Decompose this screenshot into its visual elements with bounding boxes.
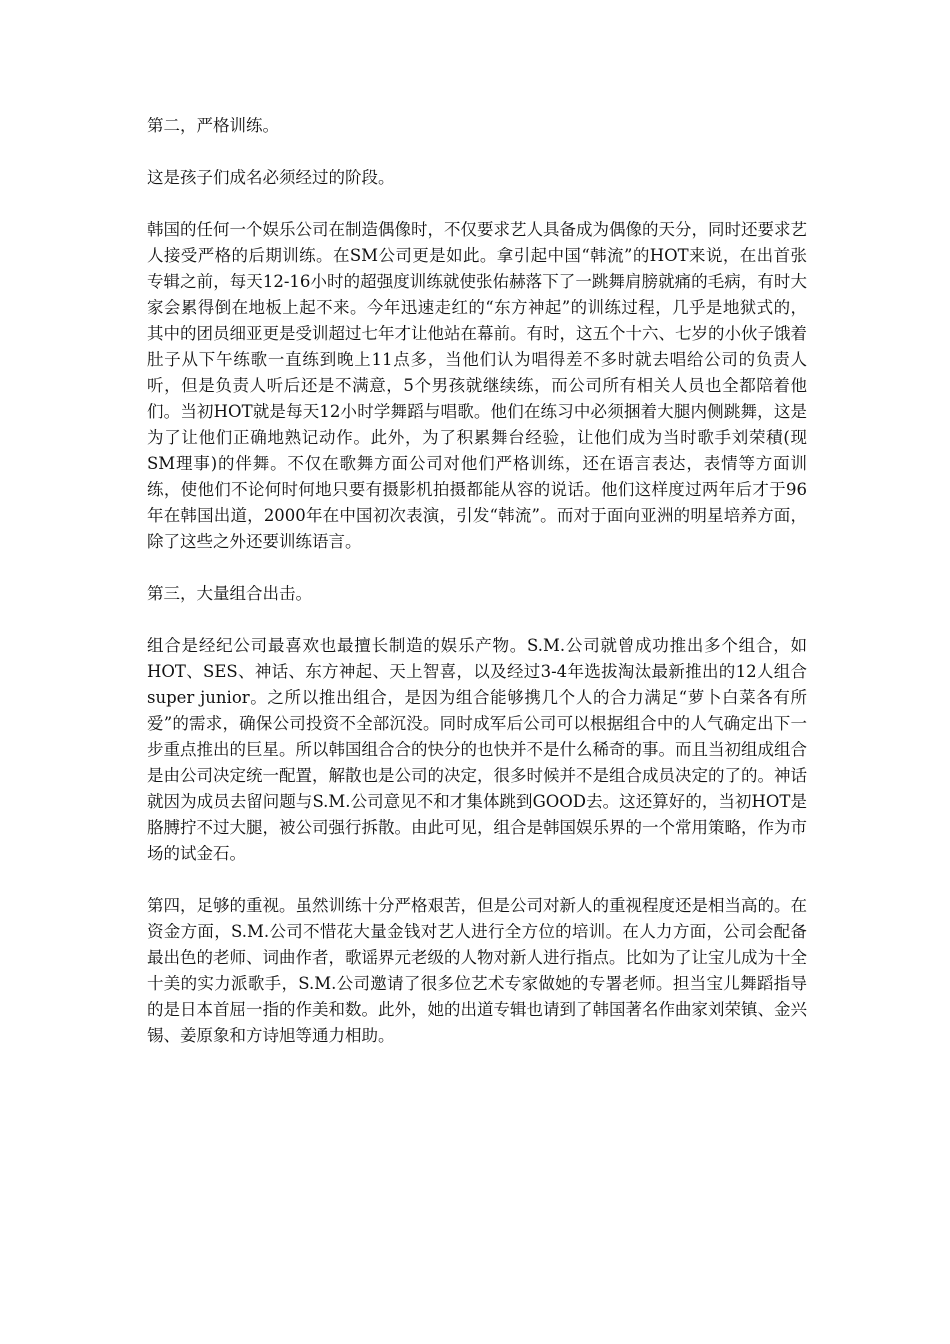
- document-page: [147, 113, 807, 1075]
- paragraph-groups-details: 组合是经纪公司最喜欢也最擅长制造的娱乐产物。S.M.公司就曾成功推出多个组合，如HOT、SES、神话、东方神起、天上智喜，以及经过3-4年选拔淘汰最新推出的12人组合super junior。之所以推出组合，是因为组合能够携几个人的合力满足“萝卜白菜各有所爱”的需求，确保公司投资不全部沉没。同时成军后公司可以根据组合中的人气确定出下一步重点推出的巨星。所以韩国组合合的快分的也快并不是什么稀奇的事。而且当初组成组合是由公司决定统一配置，解散也是公司的决定，很多时候并不是组合成员决定的了的。神话就因为成员去留问题与S.M.公司意见不和才集体跳到GOOD去。这还算好的，当初HOT是胳膊拧不过大腿，被公司强行拆散。由此可见，组合是韩国娱乐界的一个常用策略，作为市场的试金石。: [147, 636, 807, 863]
- paragraph-attention: 第四，足够的重视。虽然训练十分严格艰苦，但是公司对新人的重视程度还是相当高的。在资金方面，S.M.公司不惜花大量金钱对艺人进行全方位的培训。在人力方面，公司会配备最出色的老师、词曲作者，歌谣界元老级的人物对新人进行指点。比如为了让宝儿成为十全十美的实力派歌手，S.M.公司邀请了很多位艺术专家做她的专署老师。担当宝儿舞蹈指导的是日本首屈一指的作美和数。此外，她的出道专辑也请到了韩国著名作曲家刘荣镇、金兴锡、姜原象和方诗旭等通力相助。: [147, 896, 807, 1045]
- paragraph-training-details: 韩国的任何一个娱乐公司在制造偶像时，不仅要求艺人具备成为偶像的天分，同时还要求艺人接受严格的后期训练。在SM公司更是如此。拿引起中国“韩流”的HOT来说，在出首张专辑之前，每天12-16小时的超强度训练就使张佑赫落下了一跳舞肩膀就痛的毛病，有时大家会累得倒在地板上起不来。今年迅速走红的“东方神起”的训练过程，几乎是地狱式的，其中的团员细亚更是受训超过七年才让他站在幕前。有时，这五个十六、七岁的小伙子饿着肚子从下午练歌一直练到晚上11点多，当他们认为唱得差不多时就去唱给公司的负责人听，但是负责人听后还是不满意，5个男孩就继续练，而公司所有相关人员也全都陪着他们。当初HOT就是每天12小时学舞蹈与唱歌。他们在练习中必须捆着大腿内侧跳舞，这是为了让他们正确地熟记动作。此外，为了积累舞台经验，让他们成为当时歌手刘荣積(现SM理事)的伴舞。不仅在歌舞方面公司对他们严格训练，还在语言表达，表情等方面训练，使他们不论何时何地只要有摄影机拍摄都能从容的说话。他们这样度过两年后才于96年在韩国出道，2000年在中国初次表演，引发“韩流”。而对于面向亚洲的明星培养方面，除了这些之外还要训练语言。: [147, 220, 807, 551]
- paragraph-intro: 这是孩子们成名必须经过的阶段。: [147, 168, 395, 187]
- section-heading-training: 第二，严格训练。: [147, 116, 279, 135]
- section-heading-groups: 第三，大量组合出击。: [147, 584, 312, 603]
